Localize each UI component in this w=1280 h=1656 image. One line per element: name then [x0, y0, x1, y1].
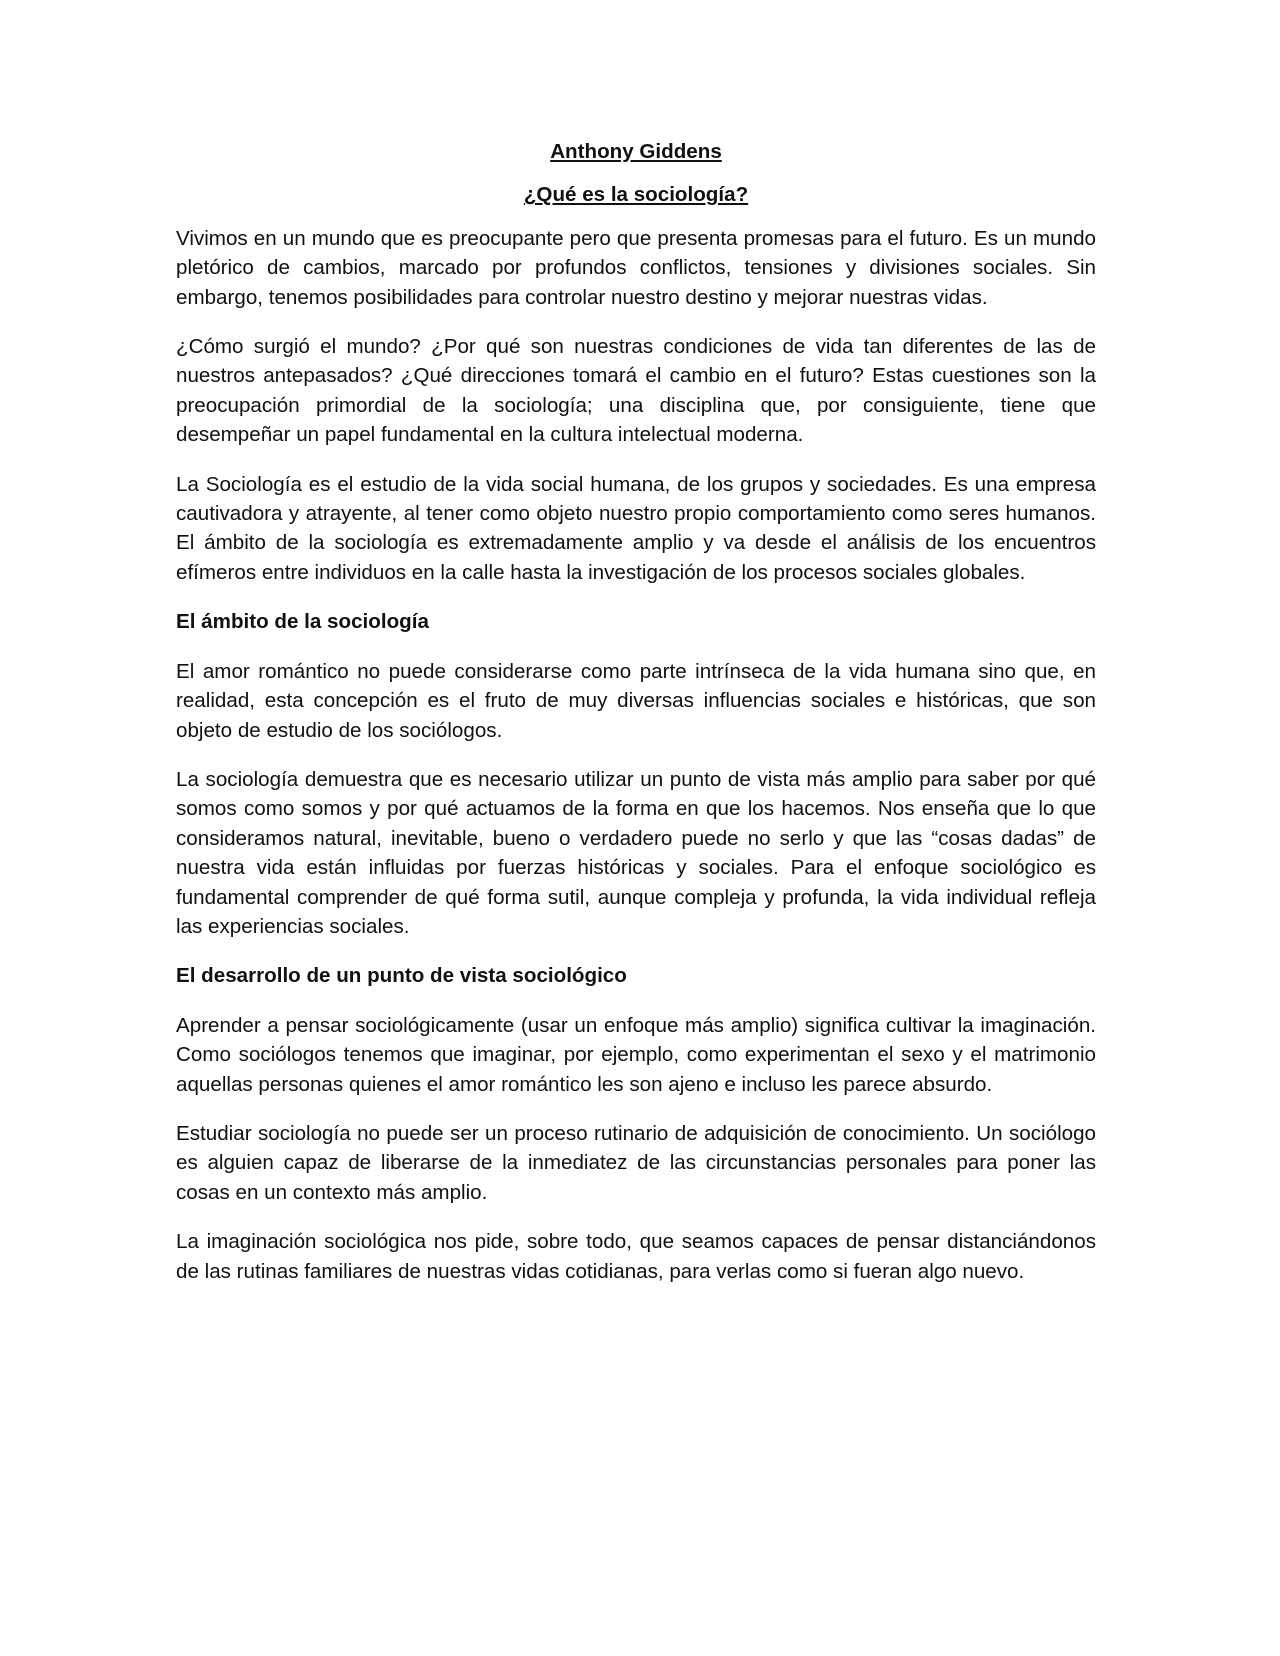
section-heading-desarrollo: El desarrollo de un punto de vista sociológico	[176, 964, 627, 988]
section2-paragraph-2: Estudiar sociología no puede ser un proceso rutinario de adquisición de conocimiento. Un sociólogo es alguien capaz de liberarse de la inmediatez de las circunstancias personales para poner las cosas en un contexto más amplio.	[176, 1121, 1096, 1204]
section1-paragraph-1: El amor romántico no puede considerarse como parte intrínseca de la vida humana sino que, en realidad, esta concepción es el fruto de muy diversas influencias sociales e históricas, que son objeto de estudio de los sociólogos.	[176, 659, 1096, 742]
section2-paragraph-3: La imaginación sociológica nos pide, sobre todo, que seamos capaces de pensar distanciándonos de las rutinas familiares de nuestras vidas cotidianas, para verlas como si fueran algo nuevo.	[176, 1230, 1096, 1283]
intro-paragraph-1: Vivimos en un mundo que es preocupante pero que presenta promesas para el futuro. Es un mundo pletórico de cambios, marcado por profundos conflictos, tensiones y divisiones sociales. Sin embargo, tenemos posibilidades para controlar nuestro destino y mejorar nuestras vidas.	[176, 226, 1096, 309]
section-heading-ambito: El ámbito de la sociología	[176, 610, 429, 634]
section1-paragraph-2: La sociología demuestra que es necesario utilizar un punto de vista más amplio para saber por qué somos como somos y por qué actuamos de la forma en que los hacemos. Nos enseña que lo que consideramos natural, inevitable, bueno o verdadero puede no serlo y que las “cosas dadas” de nuestra vida están influidas por fuerzas históricas y sociales. Para el enfoque sociológico es fundamental comprender de qué forma sutil, aunque compleja y profunda, la vida individual refleja las experiencias sociales.	[176, 767, 1096, 938]
document-page	[176, 137, 1096, 1306]
section2-paragraph-1: Aprender a pensar sociológicamente (usar un enfoque más amplio) significa cultivar la imaginación. Como sociólogos tenemos que imaginar, por ejemplo, como experimentan el sexo y el matrimonio aquellas personas quienes el amor romántico les son ajeno e incluso les parece absurdo.	[176, 1013, 1096, 1096]
document-author-title: Anthony Giddens	[550, 140, 722, 163]
intro-paragraph-3: La Sociología es el estudio de la vida social humana, de los grupos y sociedades. Es una empresa cautivadora y atrayente, al tener como objeto nuestro propio comportamiento como seres humanos. El ámbito de la sociología es extremadamente amplio y va desde el análisis de los encuentros efímeros entre individuos en la calle hasta la investigación de los procesos sociales globales.	[176, 472, 1096, 584]
intro-paragraph-2: ¿Cómo surgió el mundo? ¿Por qué son nuestras condiciones de vida tan diferentes de las de nuestros antepasados? ¿Qué direcciones tomará el cambio en el futuro? Estas cuestiones son la preocupación primordial de la sociología; una disciplina que, por consiguiente, tiene que desempeñar un papel fundamental en la cultura intelectual moderna.	[176, 335, 1096, 447]
document-subtitle: ¿Qué es la sociología?	[523, 183, 749, 207]
